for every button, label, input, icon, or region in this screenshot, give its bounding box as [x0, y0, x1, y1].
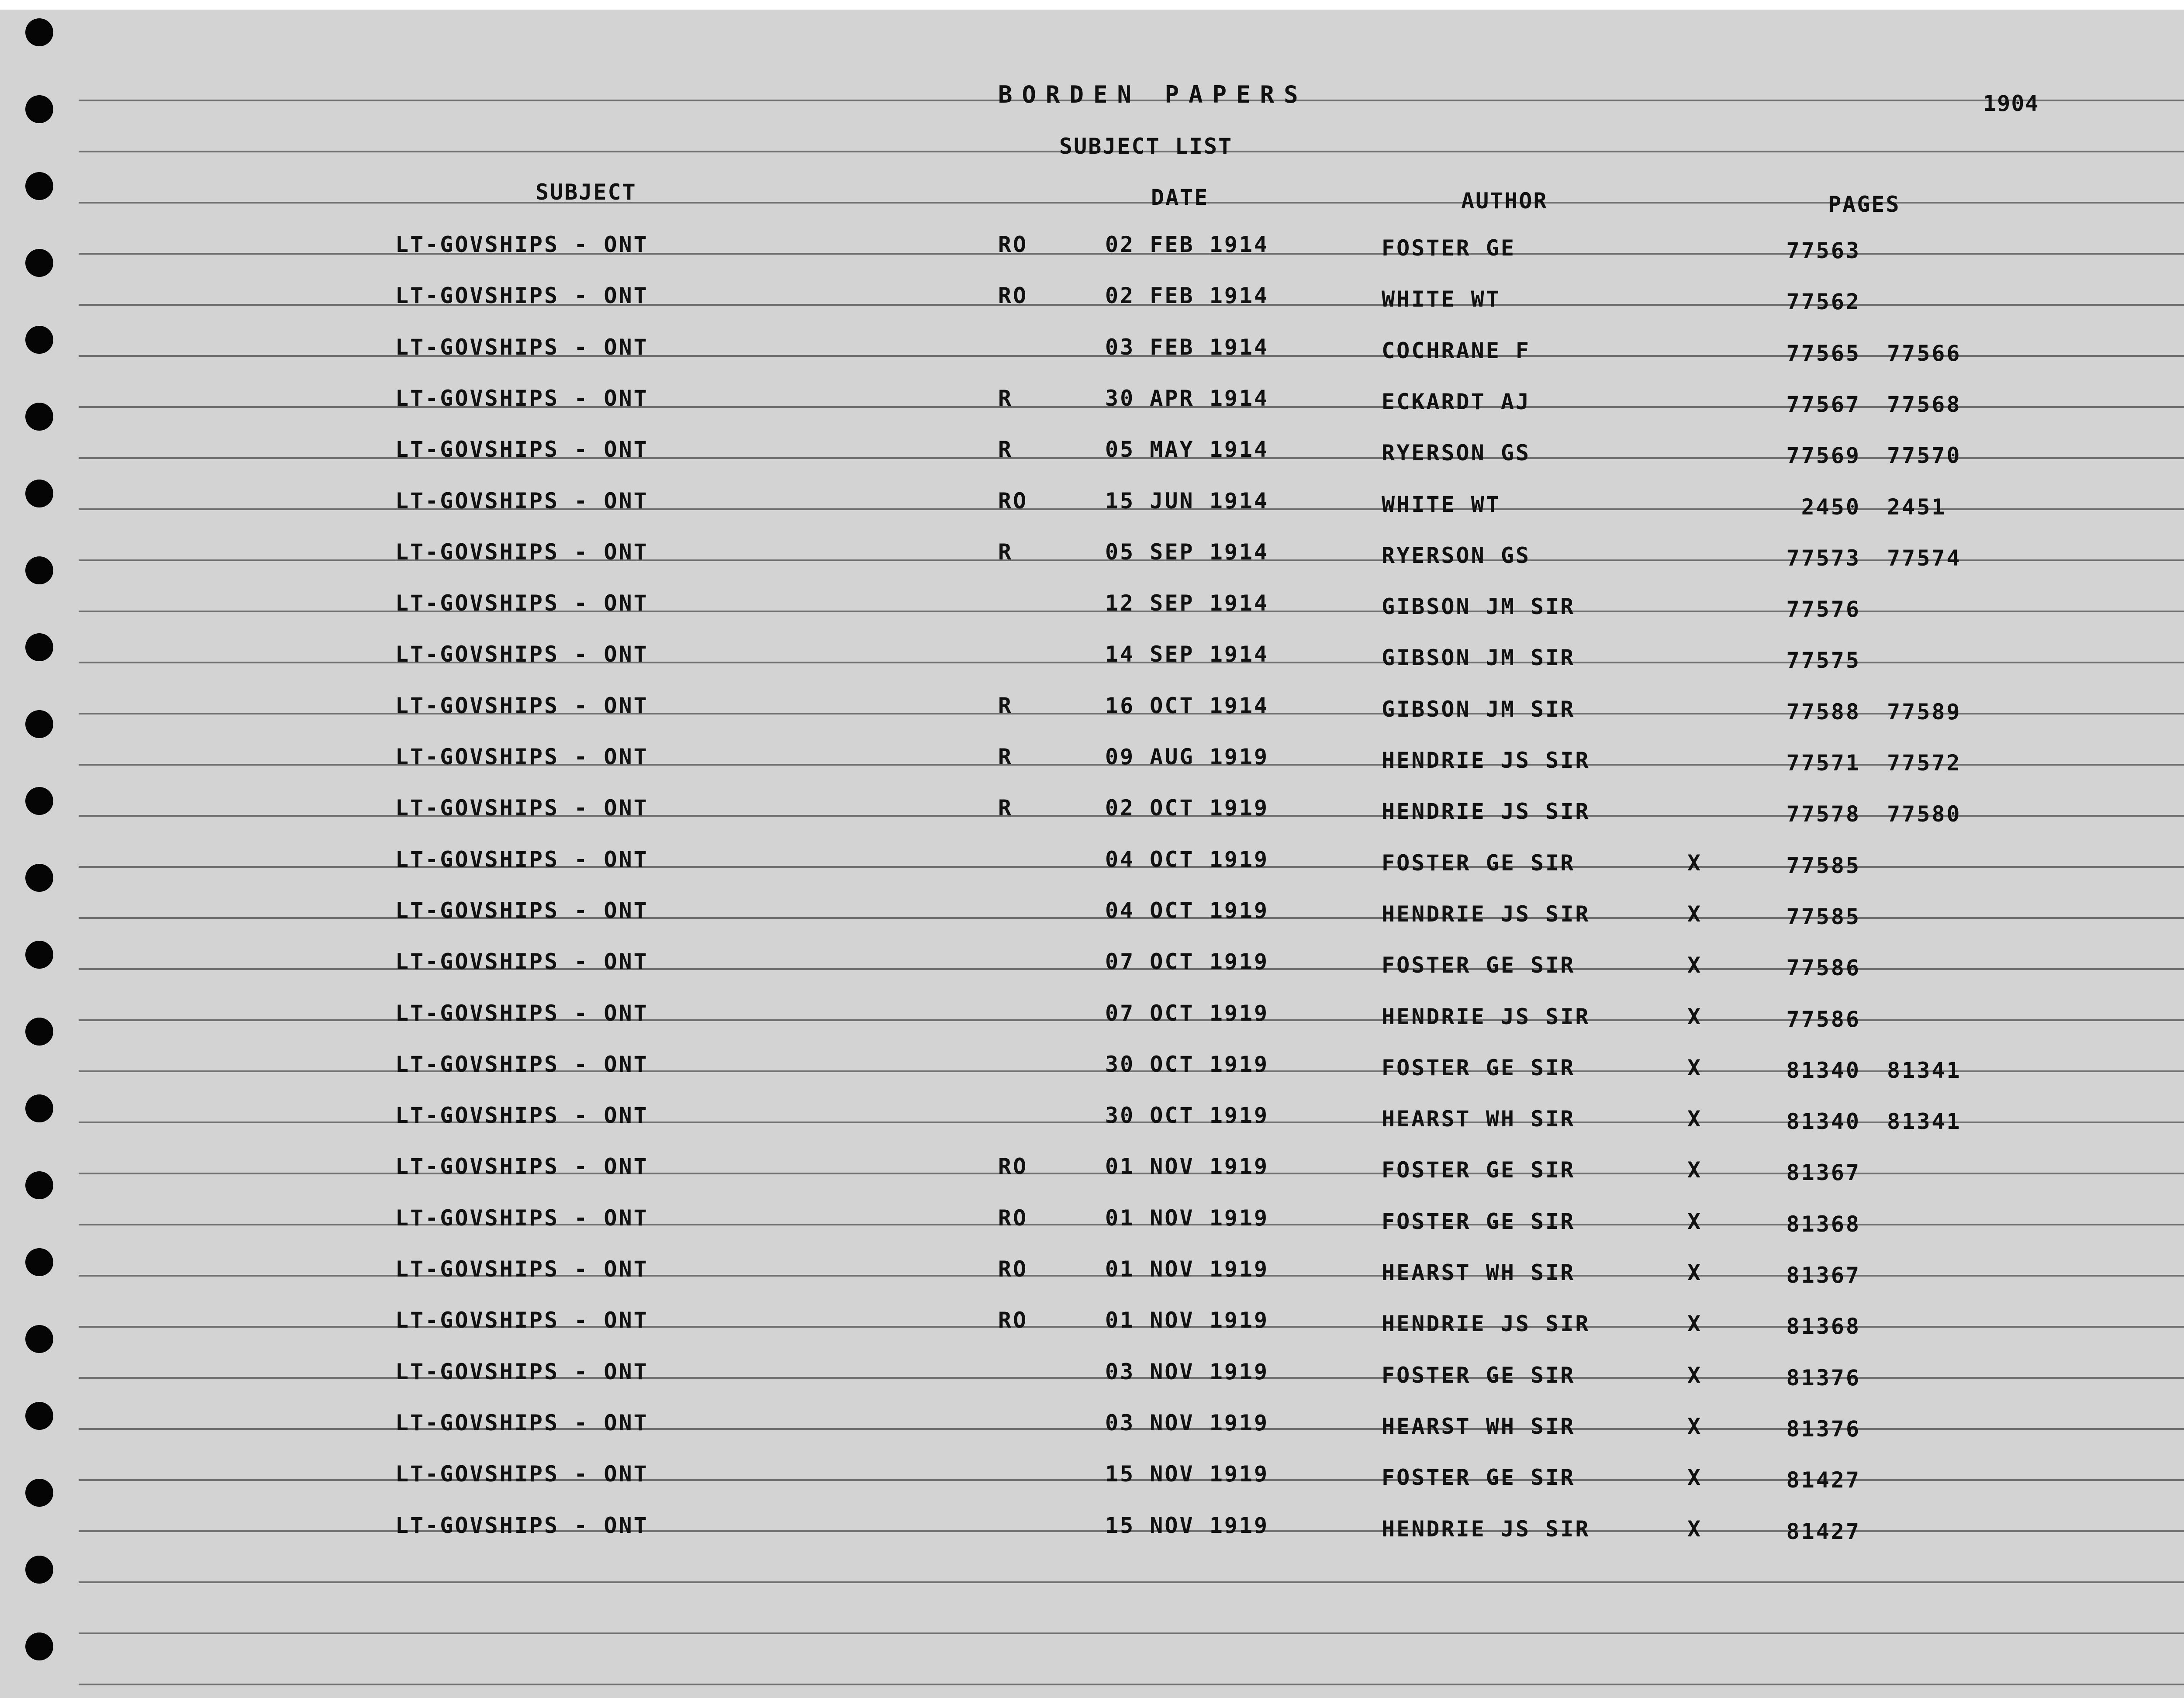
tractor-hole	[25, 1556, 53, 1584]
tractor-hole	[25, 95, 53, 123]
row-page-start: 81367	[1786, 1263, 1861, 1288]
row-mark: X	[1687, 1516, 1703, 1542]
row-author: GIBSON JM SIR	[1382, 645, 1576, 671]
table-row	[0, 1512, 2184, 1550]
row-type: RO	[998, 1154, 1028, 1180]
row-type: R	[998, 539, 1013, 565]
row-subject: LT-GOVSHIPS - ONT	[395, 334, 649, 360]
row-date: 01 NOV 1919	[1105, 1154, 1269, 1180]
row-subject: LT-GOVSHIPS - ONT	[395, 437, 649, 462]
table-row	[0, 1156, 2184, 1191]
table-row	[0, 490, 2184, 525]
row-subject: LT-GOVSHIPS - ONT	[395, 232, 649, 257]
row-author: HENDRIE JS SIR	[1382, 1516, 1590, 1542]
row-author: RYERSON GS	[1382, 542, 1531, 568]
tractor-hole	[25, 1632, 53, 1660]
row-date: 14 SEP 1914	[1105, 642, 1269, 667]
row-mark: X	[1687, 1208, 1703, 1234]
row-subject: LT-GOVSHIPS - ONT	[395, 539, 649, 565]
row-subject: LT-GOVSHIPS - ONT	[395, 642, 649, 667]
table-row	[0, 1309, 2184, 1344]
row-subject: LT-GOVSHIPS - ONT	[395, 795, 649, 821]
row-author: FOSTER GE SIR	[1382, 850, 1576, 876]
row-type: R	[998, 744, 1013, 770]
table-row	[0, 1207, 2184, 1242]
column-header-subject: SUBJECT	[536, 179, 637, 205]
row-page-start: 77586	[1786, 955, 1861, 981]
row-page-end: 77572	[1887, 750, 1962, 776]
row-page-end: 77570	[1887, 443, 1962, 469]
row-type: RO	[998, 283, 1028, 309]
row-date: 07 OCT 1919	[1105, 1000, 1269, 1026]
row-page-end: 81341	[1887, 1109, 1962, 1135]
row-mark: X	[1687, 1413, 1703, 1439]
row-subject: LT-GOVSHIPS - ONT	[395, 897, 649, 923]
row-page-end: 77574	[1887, 545, 1962, 571]
row-type: RO	[998, 1308, 1028, 1333]
row-date: 05 SEP 1914	[1105, 539, 1269, 565]
table-row	[0, 1002, 2184, 1037]
table-row	[0, 1361, 2184, 1396]
row-page-end: 81341	[1887, 1057, 1962, 1083]
document-title: BORDEN PAPERS	[998, 81, 1308, 108]
row-date: 16 OCT 1914	[1105, 693, 1269, 718]
row-type: R	[998, 385, 1013, 411]
row-mark: X	[1687, 1004, 1703, 1029]
row-date: 30 OCT 1919	[1105, 1103, 1269, 1129]
row-mark: X	[1687, 901, 1703, 927]
table-row	[0, 1463, 2184, 1498]
list-subtitle: SUBJECT LIST	[1059, 134, 1233, 159]
row-author: ECKARDT AJ	[1382, 389, 1531, 414]
row-page-start: 77567	[1786, 391, 1861, 417]
row-page-start: 81368	[1786, 1314, 1861, 1339]
row-date: 02 FEB 1914	[1105, 283, 1269, 309]
table-row	[0, 1053, 2184, 1088]
row-subject: LT-GOVSHIPS - ONT	[395, 1205, 649, 1231]
row-page-start: 81340	[1786, 1109, 1861, 1135]
row-subject: LT-GOVSHIPS - ONT	[395, 1410, 649, 1436]
row-subject: LT-GOVSHIPS - ONT	[395, 1512, 649, 1538]
row-author: FOSTER GE SIR	[1382, 953, 1576, 978]
paper-top-edge	[0, 0, 2184, 10]
row-author: FOSTER GE SIR	[1382, 1362, 1576, 1388]
row-page-start: 77588	[1786, 699, 1861, 725]
column-header-author: AUTHOR	[1461, 188, 1548, 214]
row-date: 05 MAY 1914	[1105, 437, 1269, 462]
row-page-start: 81427	[1786, 1519, 1861, 1544]
year-label: 1904	[1983, 91, 2039, 116]
row-subject: LT-GOVSHIPS - ONT	[395, 744, 649, 770]
row-date: 07 OCT 1919	[1105, 949, 1269, 975]
row-type: R	[998, 693, 1013, 718]
row-author: WHITE WT	[1382, 286, 1501, 312]
row-mark: X	[1687, 1157, 1703, 1183]
row-subject: LT-GOVSHIPS - ONT	[395, 1308, 649, 1333]
row-author: GIBSON JM SIR	[1382, 594, 1576, 620]
row-date: 30 OCT 1919	[1105, 1051, 1269, 1077]
row-mark: X	[1687, 953, 1703, 978]
ruled-line	[79, 1684, 2184, 1685]
row-type: RO	[998, 488, 1028, 514]
row-subject: LT-GOVSHIPS - ONT	[395, 590, 649, 616]
row-page-start: 77576	[1786, 597, 1861, 622]
row-page-start: 77585	[1786, 852, 1861, 878]
column-header-date: DATE	[1151, 185, 1209, 210]
row-mark: X	[1687, 850, 1703, 876]
tractor-hole	[25, 172, 53, 200]
row-mark: X	[1687, 1260, 1703, 1285]
row-page-start: 81427	[1786, 1467, 1861, 1493]
row-page-end: 77580	[1887, 801, 1962, 827]
row-page-start: 77573	[1786, 545, 1861, 571]
row-author: FOSTER GE SIR	[1382, 1465, 1576, 1491]
table-row	[0, 1412, 2184, 1447]
ruled-line	[79, 1632, 2184, 1634]
row-date: 01 NOV 1919	[1105, 1205, 1269, 1231]
row-type: R	[998, 795, 1013, 821]
row-author: FOSTER GE SIR	[1382, 1055, 1576, 1080]
row-page-start: 81376	[1786, 1416, 1861, 1442]
table-row	[0, 285, 2184, 320]
row-date: 04 OCT 1919	[1105, 846, 1269, 872]
row-page-start: 81340	[1786, 1057, 1861, 1083]
table-row	[0, 746, 2184, 781]
row-subject: LT-GOVSHIPS - ONT	[395, 1103, 649, 1129]
row-mark: X	[1687, 1055, 1703, 1080]
row-author: GIBSON JM SIR	[1382, 696, 1576, 722]
row-subject: LT-GOVSHIPS - ONT	[395, 283, 649, 309]
row-page-end: 77566	[1887, 340, 1962, 366]
table-row	[0, 1104, 2184, 1139]
table-row	[0, 695, 2184, 730]
row-subject: LT-GOVSHIPS - ONT	[395, 1051, 649, 1077]
row-date: 12 SEP 1914	[1105, 590, 1269, 616]
row-page-end: 77589	[1887, 699, 1962, 725]
row-page-end: 77568	[1887, 391, 1962, 417]
row-author: HENDRIE JS SIR	[1382, 748, 1590, 773]
row-page-start: 77569	[1786, 443, 1861, 469]
row-date: 01 NOV 1919	[1105, 1256, 1269, 1282]
row-page-start: 77585	[1786, 904, 1861, 929]
row-type: R	[998, 437, 1013, 462]
row-subject: LT-GOVSHIPS - ONT	[395, 1461, 649, 1487]
row-author: WHITE WT	[1382, 491, 1501, 517]
row-type: RO	[998, 1256, 1028, 1282]
table-row	[0, 643, 2184, 678]
row-author: FOSTER GE SIR	[1382, 1208, 1576, 1234]
row-page-start: 81368	[1786, 1211, 1861, 1237]
row-date: 30 APR 1914	[1105, 385, 1269, 411]
row-date: 04 OCT 1919	[1105, 897, 1269, 923]
row-date: 01 NOV 1919	[1105, 1308, 1269, 1333]
row-author: HEARST WH SIR	[1382, 1413, 1576, 1439]
row-type: RO	[998, 232, 1028, 257]
row-author: HEARST WH SIR	[1382, 1106, 1576, 1132]
table-row	[0, 951, 2184, 986]
table-row	[0, 541, 2184, 576]
column-header-pages: PAGES	[1828, 192, 1901, 217]
row-subject: LT-GOVSHIPS - ONT	[395, 385, 649, 411]
table-row	[0, 438, 2184, 473]
table-row	[0, 592, 2184, 627]
row-subject: LT-GOVSHIPS - ONT	[395, 1000, 649, 1026]
row-date: 02 OCT 1919	[1105, 795, 1269, 821]
row-page-start: 77578	[1786, 801, 1861, 827]
table-row	[0, 897, 2184, 935]
table-row	[0, 846, 2184, 884]
row-page-start: 2450	[1801, 494, 1861, 520]
table-row	[0, 336, 2184, 371]
ruled-line	[79, 1581, 2184, 1583]
row-subject: LT-GOVSHIPS - ONT	[395, 1154, 649, 1180]
row-mark: X	[1687, 1106, 1703, 1132]
row-date: 15 NOV 1919	[1105, 1461, 1269, 1487]
row-mark: X	[1687, 1465, 1703, 1491]
row-page-start: 77571	[1786, 750, 1861, 776]
row-mark: X	[1687, 1362, 1703, 1388]
row-author: HENDRIE JS SIR	[1382, 901, 1590, 927]
table-row	[0, 1258, 2184, 1293]
row-subject: LT-GOVSHIPS - ONT	[395, 1359, 649, 1384]
row-date: 02 FEB 1914	[1105, 232, 1269, 257]
table-row	[0, 387, 2184, 422]
row-page-start: 77562	[1786, 289, 1861, 315]
row-page-start: 81376	[1786, 1365, 1861, 1391]
row-subject: LT-GOVSHIPS - ONT	[395, 1256, 649, 1282]
table-row	[0, 234, 2184, 269]
row-author: FOSTER GE	[1382, 235, 1516, 261]
row-date: 03 NOV 1919	[1105, 1410, 1269, 1436]
row-mark: X	[1687, 1311, 1703, 1337]
row-page-start: 77586	[1786, 1006, 1861, 1032]
tractor-hole	[25, 18, 53, 46]
row-subject: LT-GOVSHIPS - ONT	[395, 693, 649, 718]
row-page-start: 81367	[1786, 1160, 1861, 1186]
row-author: HEARST WH SIR	[1382, 1260, 1576, 1285]
table-row	[0, 797, 2184, 832]
row-author: COCHRANE F	[1382, 338, 1531, 363]
row-subject: LT-GOVSHIPS - ONT	[395, 488, 649, 514]
row-author: HENDRIE JS SIR	[1382, 799, 1590, 825]
row-subject: LT-GOVSHIPS - ONT	[395, 949, 649, 975]
row-page-start: 77563	[1786, 238, 1861, 263]
row-date: 03 FEB 1914	[1105, 334, 1269, 360]
row-author: FOSTER GE SIR	[1382, 1157, 1576, 1183]
row-date: 09 AUG 1919	[1105, 744, 1269, 770]
row-date: 15 JUN 1914	[1105, 488, 1269, 514]
row-author: HENDRIE JS SIR	[1382, 1004, 1590, 1029]
row-date: 03 NOV 1919	[1105, 1359, 1269, 1384]
row-page-start: 77565	[1786, 340, 1861, 366]
row-subject: LT-GOVSHIPS - ONT	[395, 846, 649, 872]
row-author: HENDRIE JS SIR	[1382, 1311, 1590, 1337]
row-page-start: 77575	[1786, 648, 1861, 673]
row-type: RO	[998, 1205, 1028, 1231]
row-author: RYERSON GS	[1382, 440, 1531, 466]
row-page-end: 2451	[1887, 494, 1947, 520]
row-date: 15 NOV 1919	[1105, 1512, 1269, 1538]
